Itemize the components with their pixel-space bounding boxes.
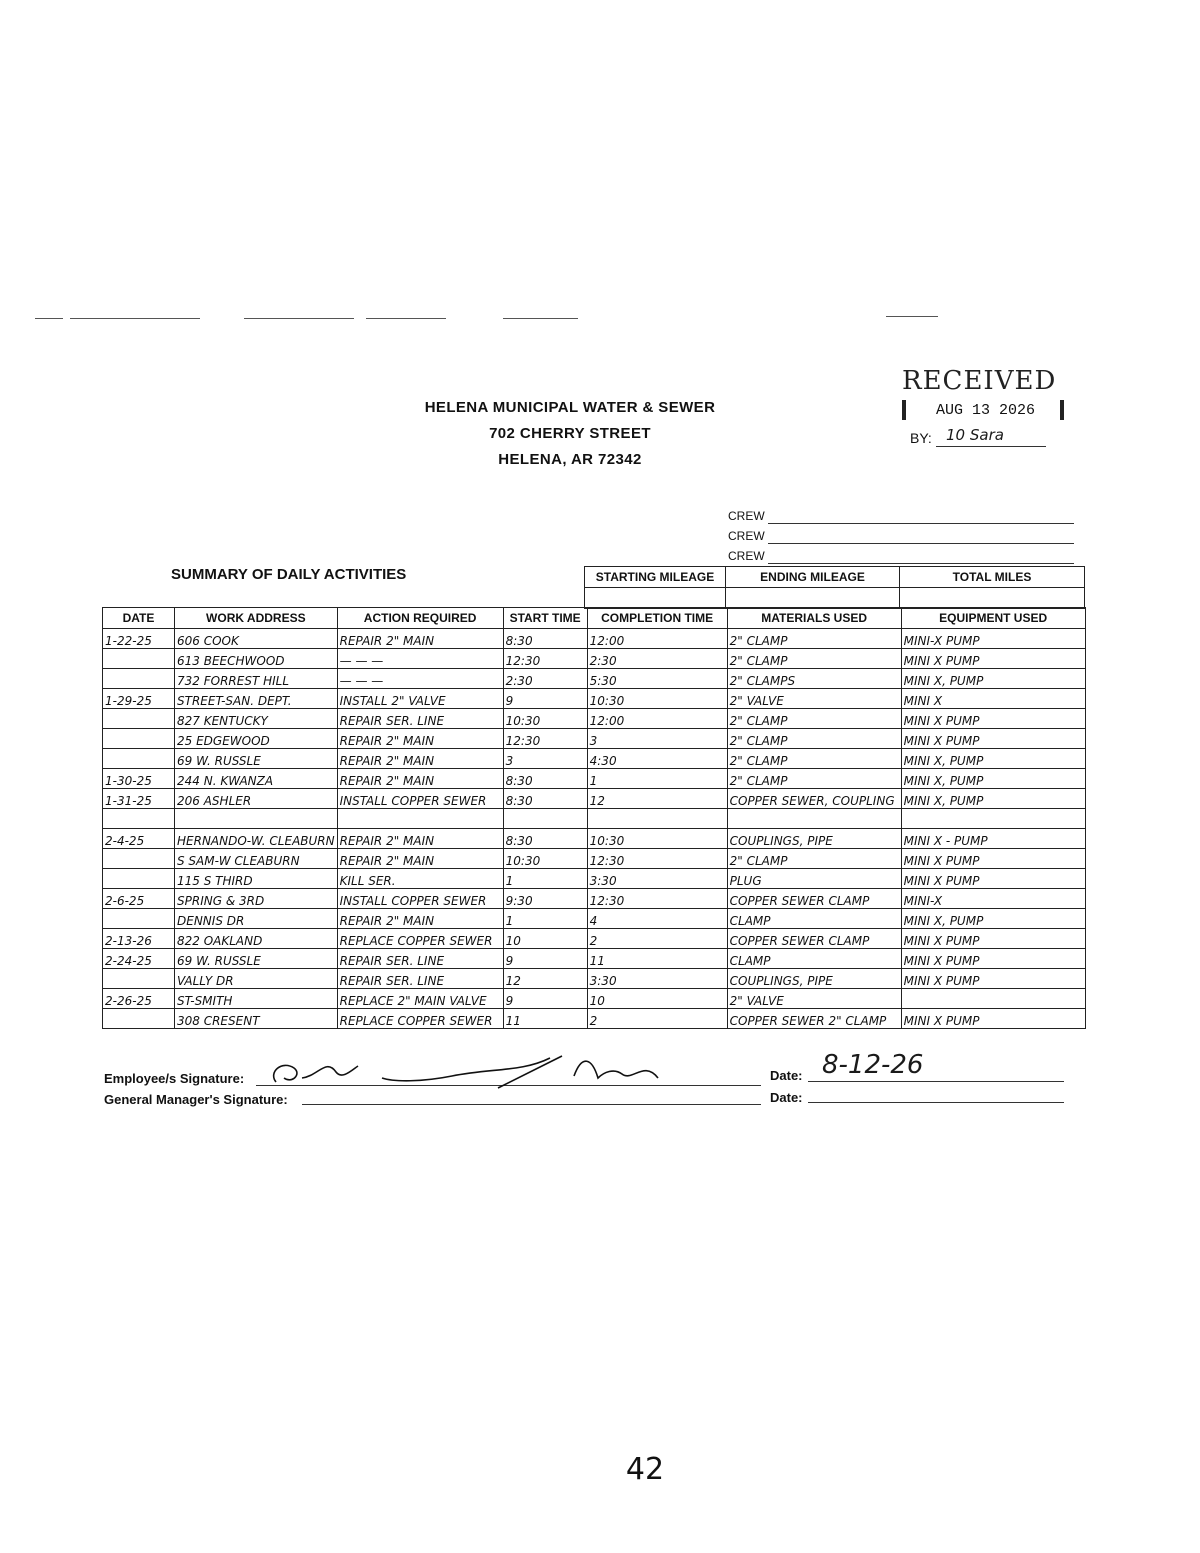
cell-equipment-used: MINI X, PUMP xyxy=(901,769,1085,789)
cell-materials-used: 2" CLAMP xyxy=(727,629,901,649)
cell-action-required: REPAIR 2" MAIN xyxy=(337,849,503,869)
cell-action-required: INSTALL 2" VALVE xyxy=(337,689,503,709)
cell-completion-time: 12:00 xyxy=(587,629,727,649)
column-header-action-required: ACTION REQUIRED xyxy=(337,608,503,629)
cell-date xyxy=(103,649,175,669)
scan-artifact xyxy=(886,316,938,317)
table-row xyxy=(103,969,1086,989)
stamp-bracket xyxy=(1060,400,1064,420)
cell-start-time: 9 xyxy=(503,989,587,1009)
cell-completion-time: 11 xyxy=(587,949,727,969)
cell-date xyxy=(103,909,175,929)
cell-date xyxy=(103,749,175,769)
cell-equipment-used: MINI X PUMP xyxy=(901,1009,1085,1029)
cell-work-address: 206 ASHLER xyxy=(175,789,338,809)
stamp-by-line xyxy=(936,446,1046,447)
cell-work-address: SPRING & 3RD xyxy=(175,889,338,909)
cell-date: 2-4-25 xyxy=(103,829,175,849)
mileage-header-total: TOTAL MILES xyxy=(900,567,1085,588)
org-city: HELENA, AR 72342 xyxy=(498,451,642,468)
cell-completion-time: 1 xyxy=(587,769,727,789)
scan-artifact xyxy=(244,318,354,319)
cell-start-time: 10 xyxy=(503,929,587,949)
cell-work-address: STREET-SAN. DEPT. xyxy=(175,689,338,709)
cell-work-address: 115 S THIRD xyxy=(175,869,338,889)
table-row xyxy=(103,849,1086,869)
mileage-header-starting: STARTING MILEAGE xyxy=(585,567,726,588)
cell-completion-time: 12 xyxy=(587,789,727,809)
cell-work-address: 606 COOK xyxy=(175,629,338,649)
cell-action-required: INSTALL COPPER SEWER xyxy=(337,789,503,809)
gm-signature-label: General Manager's Signature: xyxy=(104,1092,288,1107)
table-row xyxy=(103,809,1086,829)
cell-work-address: 613 BEECHWOOD xyxy=(175,649,338,669)
received-stamp xyxy=(902,366,1092,466)
cell-start-time: 1 xyxy=(503,869,587,889)
cell-start-time: 12 xyxy=(503,969,587,989)
cell-completion-time: 2 xyxy=(587,929,727,949)
cell-completion-time: 12:00 xyxy=(587,709,727,729)
cell-equipment-used: MINI X - PUMP xyxy=(901,829,1085,849)
cell-completion-time: 4:30 xyxy=(587,749,727,769)
cell-action-required: REPLACE COPPER SEWER xyxy=(337,1009,503,1029)
cell-action-required: — — — xyxy=(337,649,503,669)
cell-equipment-used xyxy=(901,989,1085,1009)
page-title: SUMMARY OF DAILY ACTIVITIES xyxy=(171,566,407,583)
cell-materials-used: 2" CLAMP xyxy=(727,849,901,869)
cell-equipment-used: MINI X PUMP xyxy=(901,849,1085,869)
cell-completion-time: 10:30 xyxy=(587,829,727,849)
cell-completion-time: 2:30 xyxy=(587,649,727,669)
table-row xyxy=(103,1009,1086,1029)
cell-action-required: REPAIR SER. LINE xyxy=(337,949,503,969)
cell-materials-used: 2" CLAMP xyxy=(727,749,901,769)
employee-signature-label: Employee/s Signature: xyxy=(104,1071,245,1086)
column-header-materials-used: MATERIALS USED xyxy=(727,608,901,629)
table-row xyxy=(103,889,1086,909)
table-row xyxy=(103,669,1086,689)
cell-date xyxy=(103,849,175,869)
cell-action-required: KILL SER. xyxy=(337,869,503,889)
cell-action-required: REPAIR 2" MAIN xyxy=(337,629,503,649)
cell-action-required: REPAIR SER. LINE xyxy=(337,969,503,989)
cell-work-address: 732 FORREST HILL xyxy=(175,669,338,689)
scan-artifact xyxy=(503,318,578,319)
cell-work-address: 244 N. KWANZA xyxy=(175,769,338,789)
cell-equipment-used: MINI X PUMP xyxy=(901,969,1085,989)
cell-date: 2-6-25 xyxy=(103,889,175,909)
cell-equipment-used: MINI X PUMP xyxy=(901,729,1085,749)
scan-artifact xyxy=(35,318,63,319)
cell-equipment-used: MINI X PUMP xyxy=(901,949,1085,969)
mileage-header-ending: ENDING MILEAGE xyxy=(726,567,900,588)
cell-completion-time: 3:30 xyxy=(587,969,727,989)
cell-action-required: REPAIR 2" MAIN xyxy=(337,729,503,749)
cell-materials-used: 2" CLAMP xyxy=(727,729,901,749)
column-header-completion-time: COMPLETION TIME xyxy=(587,608,727,629)
cell-completion-time: 3:30 xyxy=(587,869,727,889)
stamp-bracket xyxy=(902,400,906,420)
column-header-equipment-used: EQUIPMENT USED xyxy=(901,608,1085,629)
cell-materials-used: COPPER SEWER CLAMP xyxy=(727,889,901,909)
cell-completion-time: 5:30 xyxy=(587,669,727,689)
cell-materials-used: PLUG xyxy=(727,869,901,889)
cell-equipment-used: MINI X PUMP xyxy=(901,649,1085,669)
cell-equipment-used: MINI X, PUMP xyxy=(901,669,1085,689)
cell-work-address: S SAM-W CLEABURN xyxy=(175,849,338,869)
cell-materials-used: 2" CLAMP xyxy=(727,769,901,789)
cell-materials-used xyxy=(727,809,901,829)
cell-action-required xyxy=(337,809,503,829)
cell-date: 2-13-26 xyxy=(103,929,175,949)
table-row xyxy=(103,729,1086,749)
cell-completion-time: 10 xyxy=(587,989,727,1009)
cell-date: 2-24-25 xyxy=(103,949,175,969)
cell-start-time: 8:30 xyxy=(503,629,587,649)
crew-label: CREW xyxy=(728,549,765,563)
cell-action-required: REPAIR 2" MAIN xyxy=(337,909,503,929)
crew-line xyxy=(768,523,1074,524)
mileage-table xyxy=(584,566,1085,609)
table-row xyxy=(103,769,1086,789)
cell-start-time: 8:30 xyxy=(503,789,587,809)
gm-date-line xyxy=(808,1102,1064,1103)
stamp-word: RECEIVED xyxy=(902,366,1057,396)
column-header-start-time: START TIME xyxy=(503,608,587,629)
mileage-cell xyxy=(726,588,900,609)
cell-date xyxy=(103,709,175,729)
cell-completion-time: 2 xyxy=(587,1009,727,1029)
cell-completion-time: 12:30 xyxy=(587,889,727,909)
cell-start-time: 8:30 xyxy=(503,769,587,789)
cell-work-address: 69 W. RUSSLE xyxy=(175,949,338,969)
cell-materials-used: CLAMP xyxy=(727,909,901,929)
stamp-date: AUG 13 2026 xyxy=(936,402,1036,419)
cell-date xyxy=(103,1009,175,1029)
cell-completion-time: 3 xyxy=(587,729,727,749)
cell-start-time: 12:30 xyxy=(503,729,587,749)
cell-materials-used: 2" VALVE xyxy=(727,989,901,1009)
cell-start-time: 9 xyxy=(503,689,587,709)
table-row xyxy=(103,749,1086,769)
employee-signature-scribble xyxy=(262,1048,682,1092)
mileage-cell xyxy=(900,588,1085,609)
cell-work-address: 69 W. RUSSLE xyxy=(175,749,338,769)
cell-action-required: REPAIR 2" MAIN xyxy=(337,769,503,789)
cell-equipment-used: MINI-X PUMP xyxy=(901,629,1085,649)
cell-materials-used: COPPER SEWER 2" CLAMP xyxy=(727,1009,901,1029)
cell-equipment-used: MINI X PUMP xyxy=(901,869,1085,889)
cell-action-required: INSTALL COPPER SEWER xyxy=(337,889,503,909)
cell-start-time: 12:30 xyxy=(503,649,587,669)
column-header-work-address: WORK ADDRESS xyxy=(175,608,338,629)
cell-equipment-used: MINI X xyxy=(901,689,1085,709)
crew-label: CREW xyxy=(728,509,765,523)
mileage-cell xyxy=(585,588,726,609)
cell-materials-used: COUPLINGS, PIPE xyxy=(727,969,901,989)
cell-date: 2-26-25 xyxy=(103,989,175,1009)
table-row xyxy=(103,829,1086,849)
cell-materials-used: 2" CLAMPS xyxy=(727,669,901,689)
cell-equipment-used: MINI X, PUMP xyxy=(901,749,1085,769)
gm-date-label: Date: xyxy=(770,1090,803,1105)
table-row xyxy=(103,869,1086,889)
cell-equipment-used: MINI X PUMP xyxy=(901,929,1085,949)
scan-artifact xyxy=(70,318,200,319)
cell-start-time xyxy=(503,809,587,829)
cell-work-address: 822 OAKLAND xyxy=(175,929,338,949)
cell-completion-time: 12:30 xyxy=(587,849,727,869)
cell-materials-used: COPPER SEWER CLAMP xyxy=(727,929,901,949)
cell-materials-used: 2" CLAMP xyxy=(727,649,901,669)
crew-label: CREW xyxy=(728,529,765,543)
crew-line xyxy=(768,563,1074,564)
cell-start-time: 10:30 xyxy=(503,849,587,869)
table-row xyxy=(103,989,1086,1009)
cell-date xyxy=(103,809,175,829)
cell-action-required: REPLACE COPPER SEWER xyxy=(337,929,503,949)
cell-action-required: — — — xyxy=(337,669,503,689)
cell-start-time: 10:30 xyxy=(503,709,587,729)
cell-date xyxy=(103,869,175,889)
employee-date-label: Date: xyxy=(770,1068,803,1083)
table-row xyxy=(103,709,1086,729)
cell-start-time: 2:30 xyxy=(503,669,587,689)
activity-table xyxy=(102,607,1086,1029)
org-name: HELENA MUNICIPAL WATER & SEWER xyxy=(424,399,716,416)
cell-equipment-used: MINI X, PUMP xyxy=(901,909,1085,929)
cell-date: 1-30-25 xyxy=(103,769,175,789)
cell-equipment-used: MINI X, PUMP xyxy=(901,789,1085,809)
stamp-by-label: BY: xyxy=(910,430,932,446)
cell-action-required: REPAIR 2" MAIN xyxy=(337,749,503,769)
cell-equipment-used: MINI-X xyxy=(901,889,1085,909)
cell-materials-used: 2" CLAMP xyxy=(727,709,901,729)
crew-line xyxy=(768,543,1074,544)
column-header-date: DATE xyxy=(103,608,175,629)
cell-completion-time: 10:30 xyxy=(587,689,727,709)
cell-work-address: 25 EDGEWOOD xyxy=(175,729,338,749)
cell-start-time: 11 xyxy=(503,1009,587,1029)
cell-materials-used: COUPLINGS, PIPE xyxy=(727,829,901,849)
table-row xyxy=(103,949,1086,969)
cell-date xyxy=(103,969,175,989)
employee-date-value: 8-12-26 xyxy=(822,1050,924,1080)
cell-start-time: 3 xyxy=(503,749,587,769)
cell-work-address: DENNIS DR xyxy=(175,909,338,929)
cell-start-time: 1 xyxy=(503,909,587,929)
cell-work-address: 827 KENTUCKY xyxy=(175,709,338,729)
cell-date xyxy=(103,669,175,689)
table-row xyxy=(103,789,1086,809)
cell-action-required: REPAIR SER. LINE xyxy=(337,709,503,729)
cell-completion-time xyxy=(587,809,727,829)
stamp-by-value: 10 Sara xyxy=(946,426,1004,444)
cell-completion-time: 4 xyxy=(587,909,727,929)
table-row xyxy=(103,649,1086,669)
cell-work-address: VALLY DR xyxy=(175,969,338,989)
cell-work-address: 308 CRESENT xyxy=(175,1009,338,1029)
table-row xyxy=(103,629,1086,649)
cell-date xyxy=(103,729,175,749)
cell-date: 1-22-25 xyxy=(103,629,175,649)
cell-date: 1-31-25 xyxy=(103,789,175,809)
cell-start-time: 9 xyxy=(503,949,587,969)
org-street: 702 CHERRY STREET xyxy=(489,425,651,442)
table-row xyxy=(103,929,1086,949)
cell-materials-used: CLAMP xyxy=(727,949,901,969)
scan-artifact xyxy=(366,318,446,319)
page-number: 42 xyxy=(625,1452,665,1487)
cell-equipment-used: MINI X PUMP xyxy=(901,709,1085,729)
cell-materials-used: 2" VALVE xyxy=(727,689,901,709)
cell-action-required: REPAIR 2" MAIN xyxy=(337,829,503,849)
cell-work-address xyxy=(175,809,338,829)
cell-work-address: ST-SMITH xyxy=(175,989,338,1009)
cell-work-address: HERNANDO-W. CLEABURN xyxy=(175,829,338,849)
cell-date: 1-29-25 xyxy=(103,689,175,709)
table-header-row xyxy=(103,608,1086,629)
table-row xyxy=(103,689,1086,709)
gm-signature-line xyxy=(302,1104,761,1105)
cell-start-time: 9:30 xyxy=(503,889,587,909)
cell-start-time: 8:30 xyxy=(503,829,587,849)
cell-action-required: REPLACE 2" MAIN VALVE xyxy=(337,989,503,1009)
cell-materials-used: COPPER SEWER, COUPLING xyxy=(727,789,901,809)
table-row xyxy=(103,909,1086,929)
cell-equipment-used xyxy=(901,809,1085,829)
employee-date-line xyxy=(808,1081,1064,1082)
